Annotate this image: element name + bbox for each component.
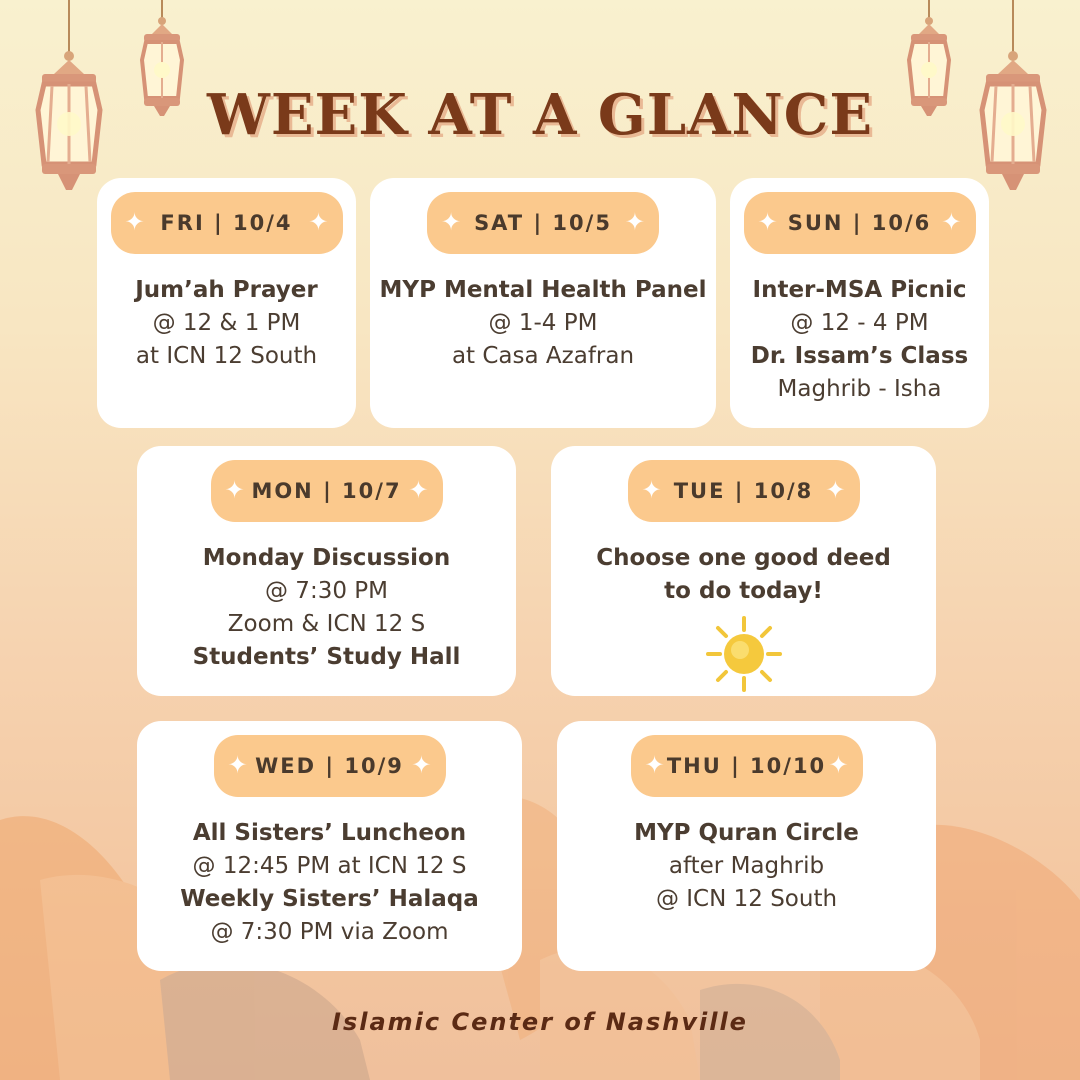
event-title: Weekly Sisters’ Halaqa	[180, 886, 479, 912]
event-title: to do today!	[664, 578, 823, 604]
day-label: WED | 10/9	[255, 754, 404, 778]
event-details	[557, 817, 936, 916]
day-label: TUE | 10/8	[673, 479, 814, 503]
sparkle-icon: ✦	[441, 208, 462, 236]
event-title: Inter-MSA Picnic	[752, 277, 967, 303]
day-pill	[111, 192, 343, 254]
sparkle-icon: ✦	[308, 208, 329, 236]
day-label: SUN | 10/6	[787, 211, 932, 235]
sparkle-icon: ✦	[408, 476, 429, 504]
day-pill	[427, 192, 659, 254]
event-line: Zoom & ICN 12 S	[227, 611, 426, 637]
day-card-thu	[557, 721, 936, 971]
sparkle-icon: ✦	[411, 751, 432, 779]
event-line: at Casa Azafran	[451, 343, 635, 369]
sparkle-icon: ✦	[828, 751, 849, 779]
day-card-fri	[97, 178, 356, 428]
day-card-tue	[551, 446, 936, 696]
event-title: Jum’ah Prayer	[135, 277, 318, 303]
event-line: @ 7:30 PM via Zoom	[210, 919, 449, 945]
sparkle-icon: ✦	[757, 208, 778, 236]
sparkle-icon: ✦	[124, 208, 145, 236]
day-label: SAT | 10/5	[474, 211, 612, 235]
sparkle-icon: ✦	[644, 751, 665, 779]
sparkle-icon: ✦	[941, 208, 962, 236]
event-title: All Sisters’ Luncheon	[192, 820, 467, 846]
event-details	[370, 274, 716, 373]
day-pill	[211, 460, 443, 522]
event-details	[137, 542, 516, 674]
day-card-sat	[370, 178, 716, 428]
event-title: Students’ Study Hall	[192, 644, 461, 670]
day-pill	[214, 735, 446, 797]
event-details	[97, 274, 356, 373]
event-details	[137, 817, 522, 949]
sparkle-icon: ✦	[224, 476, 245, 504]
day-card-mon	[137, 446, 516, 696]
event-line: at ICN 12 South	[135, 343, 318, 369]
event-details	[730, 274, 989, 406]
sun-icon	[704, 614, 784, 694]
day-pill	[631, 735, 863, 797]
event-title: MYP Quran Circle	[634, 820, 859, 846]
sparkle-icon: ✦	[641, 476, 662, 504]
sparkle-icon: ✦	[624, 208, 645, 236]
day-card-sun	[730, 178, 989, 428]
sparkle-icon: ✦	[825, 476, 846, 504]
day-pill	[744, 192, 976, 254]
event-line: after Maghrib	[668, 853, 825, 879]
day-label: MON | 10/7	[251, 479, 402, 503]
event-title: Monday Discussion	[202, 545, 451, 571]
event-line: @ 12:45 PM at ICN 12 S	[192, 853, 467, 879]
day-label: FRI | 10/4	[160, 211, 293, 235]
event-title: Choose one good deed	[596, 545, 891, 571]
event-details	[551, 542, 936, 694]
footer-organization: Islamic Center of Nashville	[332, 1008, 748, 1036]
event-title: MYP Mental Health Panel	[379, 277, 707, 303]
event-title: Dr. Issam’s Class	[750, 343, 969, 369]
event-line: @ 12 - 4 PM	[790, 310, 929, 336]
event-line: @ 12 & 1 PM	[152, 310, 301, 336]
event-line: @ 7:30 PM	[265, 578, 388, 604]
day-pill	[628, 460, 860, 522]
sparkle-icon: ✦	[227, 751, 248, 779]
event-line: @ 1-4 PM	[488, 310, 598, 336]
event-line: @ ICN 12 South	[655, 886, 838, 912]
day-card-wed	[137, 721, 522, 971]
event-line: Maghrib - Isha	[777, 376, 942, 402]
page-title: WEEK AT A GLANCE	[206, 82, 873, 148]
day-label: THU | 10/10	[666, 754, 827, 778]
